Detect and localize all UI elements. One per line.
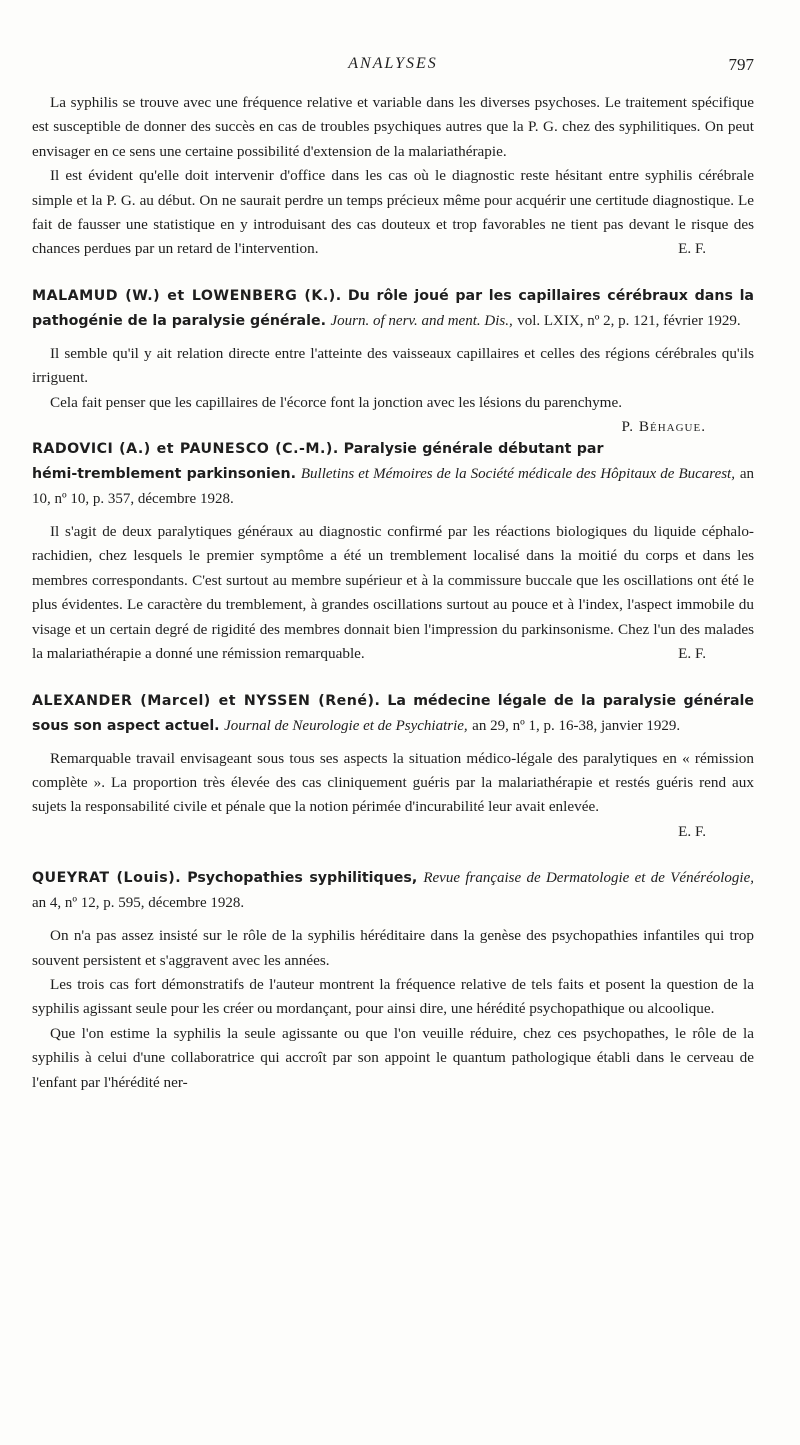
entry-alexander [32, 689, 754, 845]
entry-title: Paralysie générale débutant par hémi-tremblement parkinsonien. [32, 441, 604, 483]
entry-citation: an 29, nº 1, p. 16-38, janvier 1929. [472, 717, 681, 734]
entry-authors: QUEYRAT (Louis). [32, 870, 182, 887]
entry-authors: MALAMUD (W.) et LOWENBERG (K.). [32, 287, 342, 304]
entry-authors: RADOVICI (A.) et PAUNESCO (C.-M.). [32, 441, 339, 458]
entry-queyrat [32, 866, 754, 1095]
entry-citation: vol. LXIX, nº 2, p. 121, février 1929. [517, 312, 741, 329]
entry-heading [32, 866, 754, 916]
paragraph [32, 391, 754, 436]
entry-authors: ALEXANDER (Marcel) et NYSSEN (René). [32, 692, 381, 709]
entry-journal: Bulletins et Mémoires de la Société médicale des Hôpitaux de Bucarest, [300, 466, 735, 483]
intro-section [32, 91, 754, 262]
signature: E. F. [678, 240, 706, 258]
entry-journal: Journ. of nerv. and ment. Dis., [330, 312, 513, 329]
paragraph: La syphilis se trouve avec une fréquence relative et variable dans les diverses psychoses. Le traitement spécifique est susceptible de donner des succès en cas de troubles psychiques autres que la P. G. chez des syphilitiques. On peut envisager en ce sens une certaine possibilité d'extension de la malariathérapie. [32, 94, 754, 160]
signature: P. Béhague. [621, 418, 706, 436]
page-number: 797 [728, 55, 754, 74]
running-head [32, 55, 754, 77]
signature: E. F. [678, 822, 706, 840]
entry-heading [32, 437, 754, 512]
entry-malamud [32, 284, 755, 436]
article-body [32, 91, 754, 1095]
signature: E. F. [678, 645, 706, 663]
entry-title: La médecine légale de la paralysie générale sous son aspect actuel. [32, 692, 755, 734]
entry-citation: an 10, nº 10, p. 357, décembre 1928. [32, 466, 754, 508]
entry-title: Psychopathies syphilitiques, [187, 870, 418, 887]
paragraph: Que l'on estime la syphilis la seule agissante ou que l'on veuille réduire, chez ces psychopathes, le rôle de la syphilis à celui d'une collaboratrice qui accroît par son appoint le quantum pathologique établi dans le cerveau de l'enfant par l'hérédité ner- [32, 1024, 754, 1091]
paragraph: On n'a pas assez insisté sur le rôle de la syphilis héréditaire dans la genèse des psychopathies infantiles qui trop souvent persistent et s'aggravent avec les années. [32, 927, 754, 969]
entry-radovici [32, 437, 754, 666]
paragraph-text: Il est évident qu'elle doit intervenir d'office dans les cas où le diagnostic reste hésitant entre syphilis cérébrale simple et la P. G. au début. On ne saurait perdre un temps précieux même pour acquérir une certitude diagnostique. Le fait de fausser une statistique en y introduisant des cas douteux et trop favorables ne tient pas devant le risque des chances perdues par un retard de l'intervention. [32, 167, 754, 258]
paragraph [32, 520, 754, 666]
entry-journal: Journal de Neurologie et de Psychiatrie, [224, 717, 468, 734]
paragraph-text: Cela fait penser que les capillaires de l'écorce font la jonction avec les lésions du parenchyme. [50, 393, 623, 411]
paragraph: Il semble qu'il y ait relation directe entre l'atteinte des vaisseaux capillaires et celles des régions cérébrales qu'ils irriguent. [32, 344, 754, 387]
paragraph-text: Il s'agit de deux paralytiques généraux au diagnostic confirmé par les réactions biologiques du liquide céphalo-rachidien, chez lesquels le premier symptôme a été un tremblement localisé dans la moitié du corps et dans les membres correspondants. C'est surtout au membre supérieur et à la commissure buccale que les oscillations ont été le plus évidentes. Le caractère du tremblement, à grandes oscillations surtout au pouce et à l'index, l'aspect immobile du visage et un certain degré de rigidité des membres donnait bien l'impression du parkinsonisme. Chez l'un des malades la malariathérapie a donné une rémission remarquable. [32, 523, 754, 663]
entry-title: Du rôle joué par les capillaires cérébraux dans la pathogénie de la paralysie générale. [32, 287, 755, 329]
entry-heading [32, 284, 754, 334]
paragraph: Remarquable travail envisageant sous tous ses aspects la situation médico-légale des paralytiques en « rémission complète ». La proportion très élevée des cas cliniquement guéris par la malariathérapie et restés guéris rend aux sujets la responsabilité civile et pénale que la notion périmée d'incurabilité leur avait enlevée. [32, 749, 754, 816]
entry-journal: Revue française de Dermatologie et de Vénéréologie, [423, 870, 754, 887]
paragraph [32, 164, 754, 262]
entry-heading [32, 689, 754, 739]
running-head-title: ANALYSES [348, 55, 438, 72]
paragraph: Les trois cas fort démonstratifs de l'auteur montrent la fréquence relative de tels faits et posent la question de la syphilis agissant seule pour les créer ou mordançant, pour ainsi dire, une hérédité psychopathique ou alcoolique. [32, 975, 754, 1018]
entry-citation: an 4, nº 12, p. 595, décembre 1928. [32, 895, 245, 912]
